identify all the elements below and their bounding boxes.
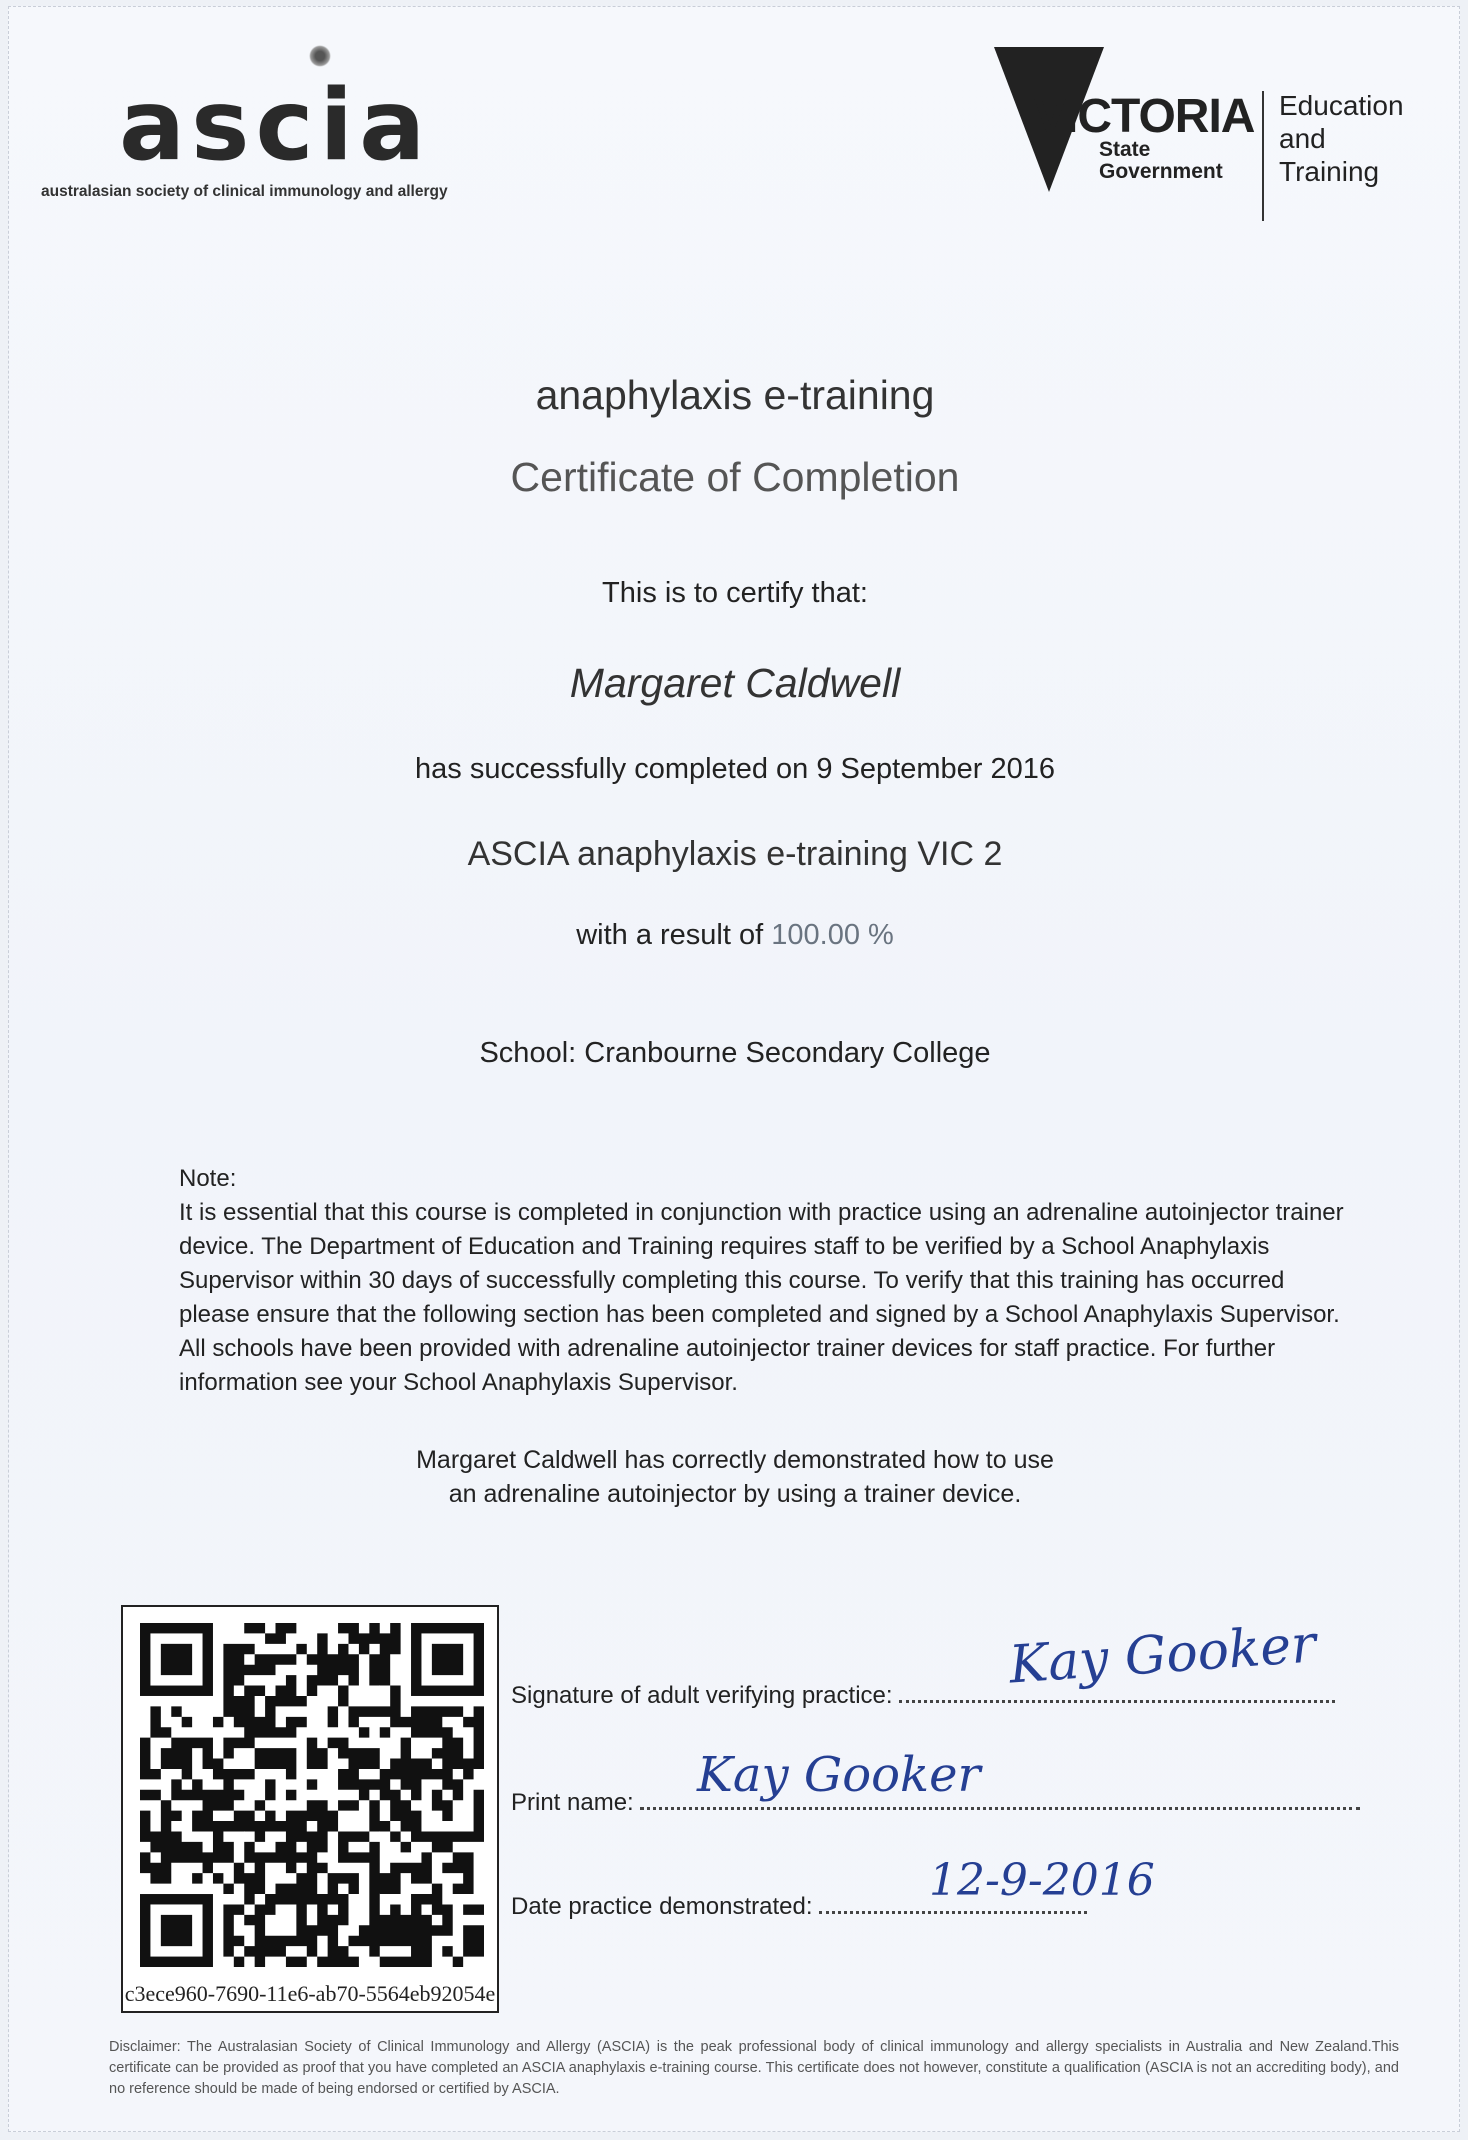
victoria-wordmark: VICTORIA <box>1034 90 1255 143</box>
note-section <box>179 1162 1359 1400</box>
note-body: It is essential that this course is completed in conjunction with practice using an adrenaline autoinjector trainer device. The Department of Education and Training requires staff to be verified by a School Anaphylaxis Supervisor within 30 days of successfully completing this course. To verify that this training has occurred please ensure that the following section has been completed and signed by a School Anaphylaxis Supervisor. All schools have been provided with adrenaline autoinjector trainer devices for staff practice. For further information see your School Anaphylaxis Supervisor. <box>179 1199 1344 1396</box>
qr-code-icon <box>140 1623 484 1967</box>
print-name-handwriting: Kay Gooker <box>697 1747 981 1803</box>
date-label: Date practice demonstrated: <box>511 1893 813 1920</box>
school-label: School: <box>479 1037 577 1069</box>
school-name: Cranbourne Secondary College <box>584 1037 991 1069</box>
certify-text: This is to certify that: <box>602 577 868 609</box>
demonstration-statement <box>9 1443 1461 1511</box>
demonstration-text: has correctly demonstrated how to use <box>624 1446 1054 1474</box>
logo-divider <box>1262 91 1264 221</box>
print-name-line[interactable] <box>640 1806 1360 1810</box>
department-name <box>1279 89 1414 188</box>
date-handwriting: 12-9-2016 <box>929 1855 1155 1906</box>
signature-handwriting: Kay Gooker <box>1007 1614 1318 1696</box>
signature-row <box>511 1682 1335 1710</box>
result-value: 100.00 % <box>771 919 894 951</box>
ascia-logo <box>119 69 432 183</box>
date-line[interactable] <box>819 1910 1087 1914</box>
demonstration-line-2: an adrenaline autoinjector by using a trainer device. <box>448 1480 1022 1508</box>
victoria-subtitle <box>1099 139 1223 183</box>
completion-date: 9 September 2016 <box>816 753 1055 785</box>
certificate-title: anaphylaxis e-training <box>535 372 935 418</box>
disclaimer: Disclaimer: The Australasian Society of Clinical Immunology and Allergy (ASCIA) is the peak professional body of clinical immunology and allergy specialists in Australia and New Zealand.This certificate can be provided as proof that you have completed an ASCIA anaphylaxis e-training course. This certificate does not however, constitute a qualification (ASCIA is not an accrediting body), and no reference should be made of being endorsed or certified by ASCIA. <box>109 2039 1399 2097</box>
department-line-1: Education <box>1279 90 1404 121</box>
result-prefix: with a result of <box>576 919 764 951</box>
qr-code-id: c3ece960-7690-11e6-ab70-5564eb92054e <box>124 1981 496 2006</box>
print-name-label: Print name: <box>511 1789 634 1816</box>
victoria-state: State <box>1099 138 1151 161</box>
ascia-logo-dot-icon <box>309 45 331 67</box>
completion-line <box>9 753 1461 786</box>
demonstration-name: Margaret Caldwell <box>416 1446 618 1474</box>
demonstration-line-1 <box>9 1443 1461 1477</box>
certificate-page <box>8 6 1460 2132</box>
course-name: ASCIA anaphylaxis e-training VIC 2 <box>467 835 1003 873</box>
victoria-government: Government <box>1099 160 1223 183</box>
qr-code-box <box>121 1605 499 2013</box>
victoria-logo <box>994 47 1414 197</box>
ascia-wordmark: ascia <box>119 69 432 183</box>
signature-label: Signature of adult verifying practice: <box>511 1682 893 1709</box>
ascia-tagline: australasian society of clinical immunology and allergy <box>41 183 448 200</box>
completion-prefix: has successfully completed on <box>415 753 809 785</box>
school-line <box>9 1037 1461 1070</box>
department-line-2: and Training <box>1279 123 1380 187</box>
signature-line[interactable] <box>899 1699 1335 1703</box>
certificate-subtitle: Certificate of Completion <box>510 454 960 500</box>
note-heading: Note: <box>179 1165 237 1192</box>
result-line <box>9 919 1461 952</box>
recipient-name: Margaret Caldwell <box>569 660 901 706</box>
